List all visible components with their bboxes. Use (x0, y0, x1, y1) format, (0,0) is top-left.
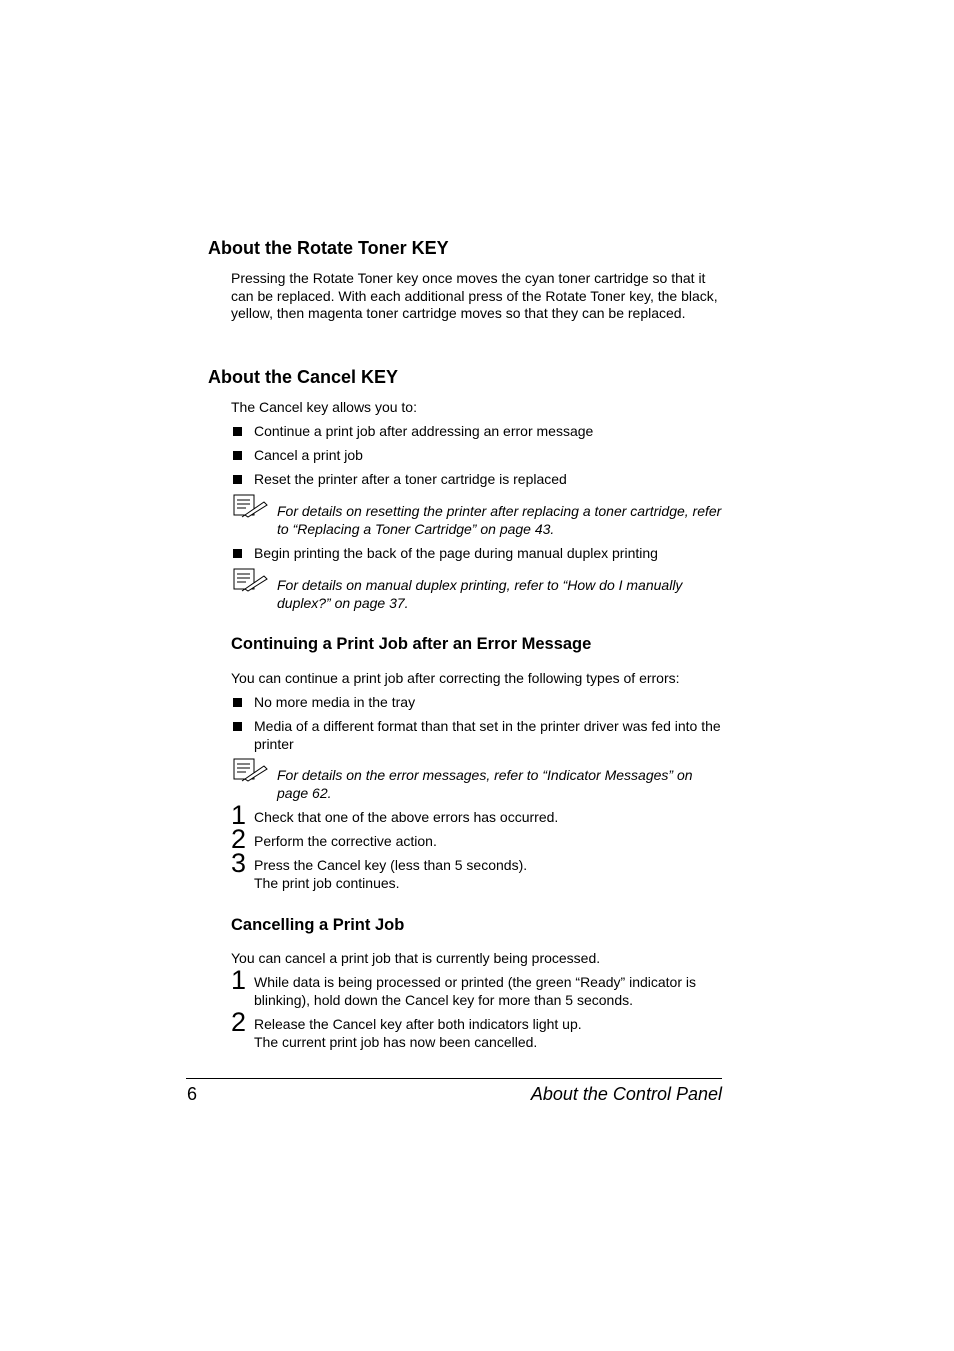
note-pencil-icon (233, 758, 269, 782)
step-text: While data is being processed or printed (the green “Ready” indicator is blinking), hold down the Cancel key for more than 5 seconds. (254, 974, 697, 1008)
list-item: No more media in the tray (254, 694, 416, 710)
note-pencil-icon (233, 494, 269, 518)
list-item: Cancel a print job (254, 447, 363, 463)
cancel-key-intro: The Cancel key allows you to: (231, 399, 417, 415)
page-number: 6 (187, 1084, 198, 1104)
chapter-title: About the Control Panel (530, 1084, 722, 1104)
list-item: Reset the printer after a toner cartridge is replaced (254, 471, 567, 487)
step-result: The print job continues. (254, 875, 400, 891)
list-item: Media of a different format than that set in the printer driver was fed into the printer (254, 718, 721, 752)
cancelling-intro: You can cancel a print job that is currently being processed. (231, 950, 601, 966)
step-text: Check that one of the above errors has occurred. (254, 809, 559, 825)
step-text: Press the Cancel key (less than 5 seconds). (254, 857, 528, 873)
note-pencil-icon (233, 568, 269, 592)
note-text: For details on manual duplex printing, refer to “How do I manually duplex?” on page 37. (277, 577, 683, 611)
heading-cancelling: Cancelling a Print Job (231, 916, 405, 934)
square-bullet (233, 451, 242, 460)
note-text: For details on resetting the printer after replacing a toner cartridge, refer to “Replacing a Toner Cartridge” on page 43. (277, 503, 722, 537)
step-number: 1 (231, 800, 247, 830)
continuing-intro: You can continue a print job after correcting the following types of errors: (231, 670, 680, 686)
step-text: Perform the corrective action. (254, 833, 437, 849)
step-text: Release the Cancel key after both indicators light up. (254, 1016, 582, 1032)
step-result: The current print job has now been cancelled. (254, 1034, 538, 1050)
heading-continuing: Continuing a Print Job after an Error Message (231, 635, 592, 653)
footer-rule (186, 1078, 722, 1079)
list-item: Begin printing the back of the page during manual duplex printing (254, 545, 658, 561)
square-bullet (233, 722, 242, 731)
step-number: 2 (231, 1007, 247, 1037)
square-bullet (233, 475, 242, 484)
rotate-toner-body: Pressing the Rotate Toner key once moves the cyan toner cartridge so that it can be replaced. With each additional press of the Rotate Toner key, the black, yellow, then magenta toner cartridge moves so that they can be replaced. (231, 270, 718, 321)
step-number: 2 (231, 824, 247, 854)
step-number: 1 (231, 965, 247, 995)
square-bullet (233, 427, 242, 436)
step-number: 3 (231, 848, 247, 878)
list-item: Continue a print job after addressing an error message (254, 423, 594, 439)
heading-cancel-key: About the Cancel KEY (208, 367, 399, 387)
square-bullet (233, 698, 242, 707)
square-bullet (233, 549, 242, 558)
note-text: For details on the error messages, refer to “Indicator Messages” on page 62. (277, 767, 693, 801)
heading-rotate-toner: About the Rotate Toner KEY (208, 238, 449, 258)
